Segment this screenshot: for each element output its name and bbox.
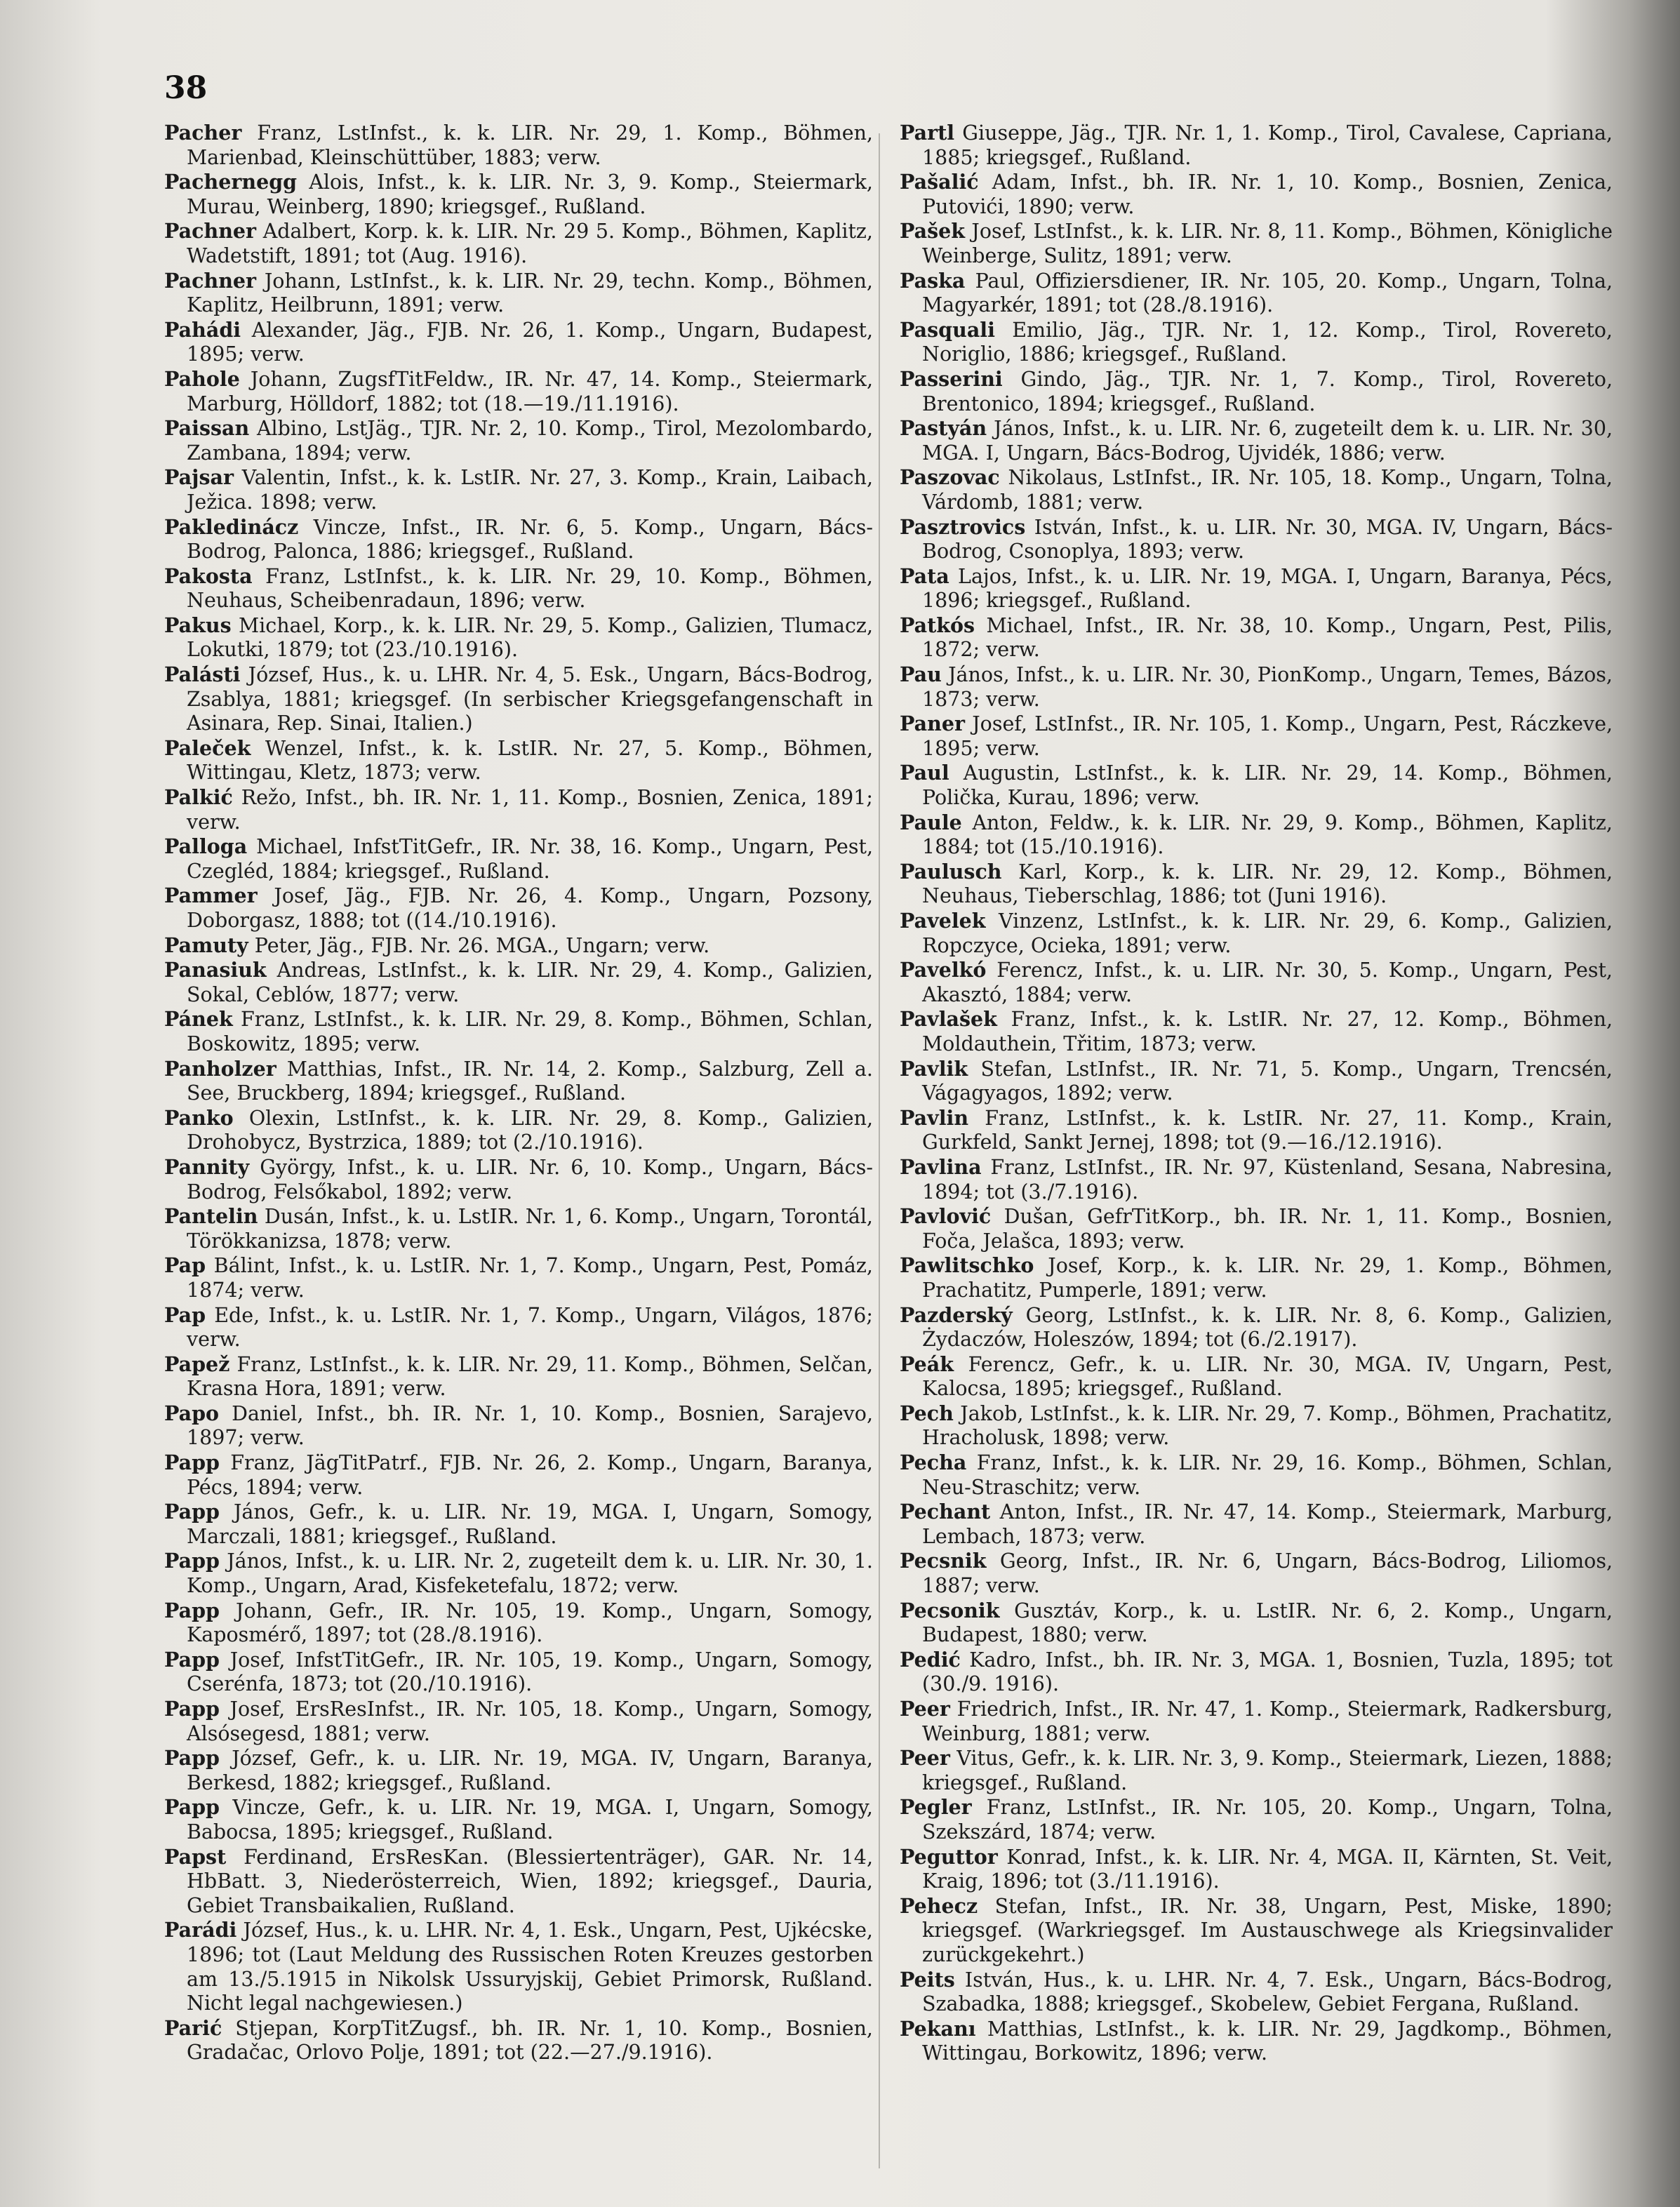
entry-surname: Pegler bbox=[900, 1795, 972, 1820]
entry-details: János, Infst., k. u. LIR. Nr. 2, zugeteilt dem k. u. LIR. Nr. 30, 1. Komp., Ungarn, Arad, Kisfeketefalu, 1872; verw. bbox=[187, 1549, 873, 1598]
entry-details: Georg, Infst., IR. Nr. 6, Ungarn, Bács-Bodrog, Liliomos, 1887; verw. bbox=[922, 1549, 1613, 1598]
entry-surname: Peer bbox=[900, 1746, 950, 1771]
register-entry bbox=[900, 613, 1613, 662]
entry-details: Georg, LstInfst., k. k. LIR. Nr. 8, 6. Komp., Galizien, Żydaczów, Holeszów, 1894; tot (6./2.1917). bbox=[922, 1303, 1613, 1352]
entry-surname: Papp bbox=[164, 1549, 220, 1573]
entry-details: Ferencz, Infst., k. u. LIR. Nr. 30, 5. Komp., Ungarn, Pest, Akasztó, 1884; verw. bbox=[922, 959, 1613, 1006]
entry-surname: Papst bbox=[164, 1844, 227, 1869]
register-entry bbox=[164, 515, 873, 564]
register-entry bbox=[900, 860, 1613, 909]
register-entry bbox=[164, 170, 873, 219]
register-entry bbox=[900, 2017, 1613, 2066]
register-entry bbox=[164, 1697, 873, 1746]
entry-details: István, Hus., k. u. LHR. Nr. 4, 7. Esk., Ungarn, Bács-Bodrog, Szabadka, 1888; kriegsgef., Skobelew, Gebiet Fergana, Rußland. bbox=[922, 1968, 1613, 2016]
entry-details: Matthias, Infst., IR. Nr. 14, 2. Komp., Salzburg, Zell a. See, Bruckberg, 1894; kriegsgef., Rußland. bbox=[187, 1057, 873, 1105]
entry-details: Adalbert, Korp. k. k. LIR. Nr. 29 5. Komp., Böhmen, Kaplitz, Wadetstift, 1891; tot (Aug. 1916). bbox=[187, 220, 873, 267]
register-entry bbox=[164, 1106, 873, 1155]
entry-details: Augustin, LstInfst., k. k. LIR. Nr. 29, 14. Komp., Böhmen, Polička, Kurau, 1896; verw. bbox=[922, 761, 1613, 810]
right-column bbox=[900, 121, 1613, 2066]
register-entry bbox=[164, 367, 873, 416]
entry-details: Michael, InfstTitGefr., IR. Nr. 38, 16. Komp., Ungarn, Pest, Czegléd, 1884; kriegsgef., Rußland. bbox=[187, 835, 873, 883]
entry-surname: Papp bbox=[164, 1598, 220, 1622]
register-entry bbox=[164, 219, 873, 268]
entry-surname: Panko bbox=[164, 1105, 234, 1130]
entry-details: Stjepan, KorpTitZugsf., bh. IR. Nr. 1, 10. Komp., Bosnien, Gradačac, Orlovo Polje, 1891; tot (22.—27./9.1916). bbox=[187, 2016, 873, 2065]
entry-surname: Palkić bbox=[164, 785, 233, 810]
entry-surname: Paissan bbox=[164, 416, 250, 441]
entry-surname: Pamuty bbox=[164, 933, 248, 957]
register-entry bbox=[164, 785, 873, 834]
register-entry bbox=[164, 1918, 873, 2015]
entry-surname: Panholzer bbox=[164, 1056, 276, 1081]
entry-surname: Pap bbox=[164, 1253, 206, 1278]
register-entry bbox=[900, 1648, 1613, 1697]
register-entry bbox=[900, 1746, 1613, 1795]
entry-details: Albino, LstJäg., TJR. Nr. 2, 10. Komp., Tirol, Mezolombardo, Zambana, 1894; verw. bbox=[187, 417, 874, 465]
entry-details: Paul, Offiziersdiener, IR. Nr. 105, 20. Komp., Ungarn, Tolna, Magyarkér, 1891; tot (28./8.1916). bbox=[922, 269, 1613, 317]
register-entry bbox=[900, 1057, 1613, 1106]
entry-surname: Passerini bbox=[900, 366, 1003, 391]
entry-surname: Pazderský bbox=[900, 1302, 1013, 1327]
entry-surname: Pau bbox=[900, 662, 942, 687]
register-entry bbox=[900, 465, 1613, 514]
entry-details: Daniel, Infst., bh. IR. Nr. 1, 10. Komp., Bosnien, Sarajevo, 1897; verw. bbox=[187, 1401, 874, 1450]
register-entry bbox=[900, 1795, 1613, 1844]
entry-surname: Pastyán bbox=[900, 416, 987, 441]
register-entry bbox=[164, 1599, 873, 1648]
entry-surname: Paul bbox=[900, 761, 949, 785]
entry-surname: Pasquali bbox=[900, 317, 995, 342]
entry-details: Johann, Gefr., IR. Nr. 105, 19. Komp., Ungarn, Somogy, Kaposmérő, 1897; tot (28./8.1916). bbox=[187, 1599, 873, 1647]
entry-details: Michael, Korp., k. k. LIR. Nr. 29, 5. Komp., Galizien, Tlumacz, Lokutki, 1879; tot (23./10.1916). bbox=[187, 613, 874, 662]
entry-details: Vincze, Gefr., k. u. LIR. Nr. 19, MGA. I, Ungarn, Somogy, Babocsa, 1895; kriegsgef., Rußland. bbox=[187, 1796, 873, 1843]
entry-details: Franz, Infst., k. k. LIR. Nr. 29, 16. Komp., Böhmen, Schlan, Neu-Straschitz; verw. bbox=[922, 1451, 1613, 1499]
entry-surname: Pachner bbox=[164, 268, 257, 293]
entry-surname: Pachernegg bbox=[164, 170, 298, 194]
entry-surname: Paleček bbox=[164, 735, 251, 760]
register-entry bbox=[164, 613, 873, 662]
entry-details: József, Gefr., k. u. LIR. Nr. 19, MGA. IV, Ungarn, Baranya, Berkesd, 1882; kriegsgef., Rußland. bbox=[187, 1747, 873, 1794]
entry-details: Franz, LstInfst., k. k. LstIR. Nr. 27, 11. Komp., Krain, Gurkfeld, Sankt Jernej, 1898; tot (9.—16./12.1916). bbox=[922, 1106, 1613, 1154]
register-entry bbox=[164, 465, 873, 514]
register-entry bbox=[164, 736, 873, 785]
entry-details: Gindo, Jäg., TJR. Nr. 1, 7. Komp., Tirol, Rovereto, Brentonico, 1894; kriegsgef., Rußland. bbox=[922, 367, 1613, 415]
entry-details: György, Infst., k. u. LIR. Nr. 6, 10. Komp., Ungarn, Bács-Bodrog, Felsőkabol, 1892; verw. bbox=[187, 1155, 874, 1203]
register-entry bbox=[900, 909, 1613, 958]
register-entry bbox=[164, 1303, 873, 1352]
entry-details: Nikolaus, LstInfst., IR. Nr. 105, 18. Komp., Ungarn, Tolna, Várdomb, 1881; verw. bbox=[922, 466, 1613, 514]
entry-surname: Peguttor bbox=[900, 1844, 998, 1869]
entry-surname: Pahádi bbox=[164, 317, 241, 342]
register-entry bbox=[164, 933, 873, 959]
register-entry bbox=[164, 1746, 873, 1795]
entry-surname: Pavelkó bbox=[900, 958, 987, 982]
entry-surname: Pachner bbox=[164, 219, 257, 244]
entry-surname: Papp bbox=[164, 1451, 220, 1475]
entry-surname: Papež bbox=[164, 1352, 230, 1376]
entry-surname: Pavlašek bbox=[900, 1007, 997, 1032]
register-entry bbox=[164, 269, 873, 318]
entry-details: Franz, Infst., k. k. LstIR. Nr. 27, 12. Komp., Böhmen, Moldauthein, Třitim, 1873; verw. bbox=[922, 1008, 1613, 1055]
entry-surname: Paszovac bbox=[900, 465, 1000, 490]
entry-details: Olexin, LstInfst., k. k. LIR. Nr. 29, 8. Komp., Galizien, Drohobycz, Bystrzica, 1889; tot (2./10.1916). bbox=[187, 1106, 874, 1154]
register-entry bbox=[900, 662, 1613, 712]
entry-details: Vinzenz, LstInfst., k. k. LIR. Nr. 29, 6. Komp., Galizien, Ropczyce, Ocieka, 1891; verw. bbox=[922, 909, 1613, 957]
register-entry bbox=[164, 1451, 873, 1500]
entry-details: Johann, ZugsfTitFeldw., IR. Nr. 47, 14. Komp., Steiermark, Marburg, Hölldorf, 1882; tot (18.—19./11.1916). bbox=[187, 367, 873, 415]
register-entry bbox=[900, 564, 1613, 613]
register-entry bbox=[164, 416, 873, 465]
entry-details: Dušan, GefrTitKorp., bh. IR. Nr. 1, 11. Komp., Bosnien, Foča, Jelašca, 1893; verw. bbox=[922, 1205, 1613, 1253]
entry-surname: Pecsonik bbox=[900, 1598, 1000, 1622]
register-entry bbox=[164, 1007, 873, 1056]
entry-surname: Pammer bbox=[164, 884, 258, 908]
entry-details: Josef, LstInfst., IR. Nr. 105, 1. Komp., Ungarn, Pest, Ráczkeve, 1895; verw. bbox=[922, 712, 1613, 760]
entry-details: István, Infst., k. u. LIR. Nr. 30, MGA. IV, Ungarn, Bács-Bodrog, Csonoplya, 1893; verw. bbox=[922, 515, 1613, 564]
entry-surname: Pakledinácz bbox=[164, 514, 299, 539]
entry-details: Alois, Infst., k. k. LIR. Nr. 3, 9. Komp., Steiermark, Murau, Weinberg, 1890; kriegsgef., Rußland. bbox=[187, 171, 873, 218]
entry-details: Emilio, Jäg., TJR. Nr. 1, 12. Komp., Tirol, Rovereto, Noriglio, 1886; kriegsgef., Rußland. bbox=[922, 318, 1613, 366]
entry-surname: Papo bbox=[164, 1401, 220, 1425]
register-entry bbox=[164, 1648, 873, 1697]
entry-surname: Parádi bbox=[164, 1918, 237, 1942]
entry-surname: Pahole bbox=[164, 366, 240, 391]
entry-details: Johann, LstInfst., k. k. LIR. Nr. 29, techn. Komp., Böhmen, Kaplitz, Heilbrunn, 1891; verw. bbox=[187, 269, 873, 317]
entry-details: Anton, Feldw., k. k. LIR. Nr. 29, 9. Komp., Böhmen, Kaplitz, 1884; tot (15./10.1916). bbox=[922, 811, 1613, 859]
entry-surname: Pecha bbox=[900, 1451, 967, 1475]
entry-details: Franz, LstInfst., IR. Nr. 97, Küstenland, Sesana, Nabresina, 1894; tot (3./7.1916). bbox=[922, 1155, 1613, 1203]
entry-details: Karl, Korp., k. k. LIR. Nr. 29, 12. Komp., Böhmen, Neuhaus, Tieberschlag, 1886; tot (Juni 1916). bbox=[922, 860, 1613, 908]
register-entry bbox=[900, 121, 1613, 170]
entry-surname: Peits bbox=[900, 1967, 955, 1992]
register-entry bbox=[900, 1500, 1613, 1549]
entry-surname: Pasztrovics bbox=[900, 514, 1026, 539]
entry-surname: Pavlović bbox=[900, 1204, 992, 1229]
register-entry bbox=[164, 1795, 873, 1844]
entry-details: Vitus, Gefr., k. k. LIR. Nr. 3, 9. Komp., Steiermark, Liezen, 1888; kriegsgef., Rußland. bbox=[922, 1747, 1613, 1794]
register-entry bbox=[164, 1352, 873, 1401]
entry-surname: Patkós bbox=[900, 613, 975, 637]
register-entry bbox=[900, 515, 1613, 564]
entry-surname: Papp bbox=[164, 1746, 220, 1771]
register-entry bbox=[164, 662, 873, 736]
entry-surname: Pechant bbox=[900, 1500, 991, 1524]
register-entry bbox=[164, 1845, 873, 1919]
entry-surname: Pakosta bbox=[164, 564, 253, 588]
entry-surname: Peák bbox=[900, 1352, 954, 1376]
entry-surname: Pata bbox=[900, 564, 949, 588]
register-entry bbox=[900, 1204, 1613, 1253]
entry-details: Adam, Infst., bh. IR. Nr. 1, 10. Komp., Bosnien, Zenica, Putovići, 1890; verw. bbox=[922, 171, 1613, 218]
entry-surname: Pašek bbox=[900, 219, 966, 244]
entry-surname: Pašalić bbox=[900, 170, 979, 194]
register-entry bbox=[900, 1007, 1613, 1056]
left-column bbox=[164, 121, 873, 2065]
entry-surname: Pawlitschko bbox=[900, 1253, 1034, 1278]
entry-details: Stefan, LstInfst., IR. Nr. 71, 5. Komp., Ungarn, Trencsén, Vágagyagos, 1892; verw. bbox=[922, 1057, 1613, 1105]
register-entry bbox=[900, 1253, 1613, 1302]
register-entry bbox=[900, 958, 1613, 1007]
register-entry bbox=[164, 2016, 873, 2065]
register-entry bbox=[164, 564, 873, 613]
entry-details: Alexander, Jäg., FJB. Nr. 26, 1. Komp., Ungarn, Budapest, 1895; verw. bbox=[187, 318, 874, 366]
entry-details: Vincze, Infst., IR. Nr. 6, 5. Komp., Ungarn, Bács-Bodrog, Palonca, 1886; kriegsgef., Rußland. bbox=[187, 515, 873, 564]
register-entry bbox=[900, 1894, 1613, 1968]
register-entry bbox=[164, 834, 873, 884]
entry-surname: Papp bbox=[164, 1500, 220, 1524]
entry-details: Franz, LstInfst., IR. Nr. 105, 20. Komp., Ungarn, Tolna, Szekszárd, 1874; verw. bbox=[922, 1796, 1613, 1843]
entry-surname: Palásti bbox=[164, 662, 241, 687]
entry-details: Franz, LstInfst., k. k. LIR. Nr. 29, 10. Komp., Böhmen, Neuhaus, Scheibenradaun, 1896; verw. bbox=[187, 564, 873, 613]
entry-surname: Papp bbox=[164, 1795, 220, 1820]
register-entry bbox=[900, 811, 1613, 860]
entry-details: Valentin, Infst., k. k. LstIR. Nr. 27, 3. Komp., Krain, Laibach, Ježica. 1898; verw. bbox=[187, 466, 874, 514]
entry-details: Režo, Infst., bh. IR. Nr. 1, 11. Komp., Bosnien, Zenica, 1891; verw. bbox=[187, 786, 873, 834]
entry-surname: Pech bbox=[900, 1401, 954, 1425]
register-entry bbox=[900, 416, 1613, 465]
register-entry bbox=[900, 269, 1613, 318]
register-entry bbox=[900, 1451, 1613, 1500]
register-entry bbox=[900, 219, 1613, 268]
register-entry bbox=[164, 121, 873, 170]
entry-surname: Pavlin bbox=[900, 1105, 969, 1130]
register-entry bbox=[900, 1599, 1613, 1648]
register-entry bbox=[164, 1549, 873, 1598]
entry-surname: Pavlik bbox=[900, 1056, 968, 1081]
register-entry bbox=[900, 170, 1613, 219]
register-entry bbox=[900, 1303, 1613, 1352]
register-entry bbox=[900, 1155, 1613, 1204]
register-entry bbox=[164, 884, 873, 933]
entry-surname: Pavlina bbox=[900, 1154, 982, 1179]
entry-surname: Papp bbox=[164, 1647, 220, 1672]
entry-surname: Papp bbox=[164, 1697, 220, 1721]
entry-surname: Pecsnik bbox=[900, 1549, 987, 1573]
register-entry bbox=[900, 1549, 1613, 1598]
register-entry bbox=[900, 1352, 1613, 1401]
register-entry bbox=[164, 1057, 873, 1106]
entry-details: Jakob, LstInfst., k. k. LIR. Nr. 29, 7. Komp., Böhmen, Prachatitz, Hracholusk, 1898; verw. bbox=[922, 1401, 1613, 1450]
entry-details: Matthias, LstInfst., k. k. LIR. Nr. 29, Jagdkomp., Böhmen, Wittingau, Borkowitz, 1896; verw. bbox=[922, 2017, 1613, 2065]
entry-surname: Parić bbox=[164, 2015, 222, 2040]
entry-details: Ede, Infst., k. u. LstIR. Nr. 1, 7. Komp., Ungarn, Világos, 1876; verw. bbox=[187, 1303, 874, 1352]
entry-details: Franz, LstInfst., k. k. LIR. Nr. 29, 8. Komp., Böhmen, Schlan, Boskowitz, 1895; verw. bbox=[187, 1008, 873, 1055]
entry-surname: Paner bbox=[900, 712, 966, 736]
entry-details: Wenzel, Infst., k. k. LstIR. Nr. 27, 5. Komp., Böhmen, Wittingau, Kletz, 1873; verw. bbox=[187, 736, 873, 785]
register-entry bbox=[900, 1968, 1613, 2017]
register-entry bbox=[900, 712, 1613, 761]
register-entry bbox=[900, 367, 1613, 416]
entry-details: Franz, LstInfst., k. k. LIR. Nr. 29, 1. Komp., Böhmen, Marienbad, Kleinschüttüber, 1883; verw. bbox=[187, 121, 873, 169]
entry-surname: Pacher bbox=[164, 121, 242, 145]
entry-details: Andreas, LstInfst., k. k. LIR. Nr. 29, 4. Komp., Galizien, Sokal, Ceblów, 1877; verw. bbox=[187, 959, 873, 1006]
entry-surname: Pedić bbox=[900, 1647, 961, 1672]
register-entry bbox=[900, 1401, 1613, 1451]
entry-details: Dusán, Infst., k. u. LstIR. Nr. 1, 6. Komp., Ungarn, Torontál, Törökkanizsa, 1878; verw. bbox=[187, 1205, 873, 1253]
entry-surname: Panasiuk bbox=[164, 958, 267, 982]
entry-details: Friedrich, Infst., IR. Nr. 47, 1. Komp., Steiermark, Radkersburg, Weinburg, 1881; verw. bbox=[922, 1698, 1613, 1745]
entry-details: Gusztáv, Korp., k. u. LstIR. Nr. 6, 2. Komp., Ungarn, Budapest, 1880; verw. bbox=[922, 1599, 1613, 1647]
register-entry bbox=[900, 761, 1613, 810]
entry-surname: Pantelin bbox=[164, 1204, 258, 1229]
entry-surname: Pannity bbox=[164, 1154, 250, 1179]
entry-details: Michael, Infst., IR. Nr. 38, 10. Komp., Ungarn, Pest, Pilis, 1872; verw. bbox=[922, 613, 1613, 662]
register-entry bbox=[164, 1155, 873, 1204]
entry-details: Kadro, Infst., bh. IR. Nr. 3, MGA. 1, Bosnien, Tuzla, 1895; tot (30./9. 1916). bbox=[922, 1648, 1613, 1696]
entry-surname: Pekanı bbox=[900, 2016, 976, 2041]
entry-surname: Pánek bbox=[164, 1007, 233, 1032]
entry-surname: Pehecz bbox=[900, 1893, 978, 1918]
entry-details: József, Hus., k. u. LHR. Nr. 4, 1. Esk., Ungarn, Pest, Ujkécske, 1896; tot (Laut Meldung des Russischen Roten Kreuzes gestorben am 13./5.1915 in Nikolsk Ussuryjskij, Gebiet Primorsk, Rußland. Nicht legal nachgewiesen.) bbox=[187, 1919, 873, 2015]
entry-details: Josef, InfstTitGefr., IR. Nr. 105, 19. Komp., Ungarn, Somogy, Cserénfa, 1873; tot (20./10.1916). bbox=[187, 1648, 873, 1696]
register-entry bbox=[164, 1204, 873, 1253]
entry-surname: Paule bbox=[900, 810, 962, 834]
entry-surname: Palloga bbox=[164, 834, 248, 859]
entry-details: Peter, Jäg., FJB. Nr. 26. MGA., Ungarn; verw. bbox=[254, 933, 710, 957]
entry-details: Konrad, Infst., k. k. LIR. Nr. 4, MGA. II, Kärnten, St. Veit, Kraig, 1896; tot (3./11.1916). bbox=[922, 1845, 1613, 1893]
register-entry bbox=[900, 1697, 1613, 1746]
register-entry bbox=[900, 1845, 1613, 1894]
entry-details: Ferdinand, ErsResKan. (Blessiertenträger), GAR. Nr. 14, HbBatt. 3, Niederösterreich, Wien, 1892; kriegsgef., Dauria, Gebiet Transbaikalien, Rußland. bbox=[187, 1845, 874, 1917]
entry-surname: Pap bbox=[164, 1302, 206, 1327]
entry-surname: Pajsar bbox=[164, 465, 234, 490]
entry-details: Stefan, Infst., IR. Nr. 38, Ungarn, Pest, Miske, 1890; kriegsgef. (Warkriegsgef. Im Austauschwege als Kriegsinvalider zurückgekehrt.) bbox=[922, 1894, 1613, 1966]
register-entry bbox=[164, 1401, 873, 1451]
entry-details: János, Gefr., k. u. LIR. Nr. 19, MGA. I, Ungarn, Somogy, Marczali, 1881; kriegsgef., Rußland. bbox=[187, 1500, 873, 1548]
register-entry bbox=[900, 1106, 1613, 1155]
entry-details: Giuseppe, Jäg., TJR. Nr. 1, 1. Komp., Tirol, Cavalese, Capriana, 1885; kriegsgef., Rußland. bbox=[922, 121, 1613, 169]
entry-details: Josef, LstInfst., k. k. LIR. Nr. 8, 11. Komp., Böhmen, Königliche Weinberge, Sulitz, 1891; verw. bbox=[922, 220, 1613, 267]
register-entry bbox=[900, 318, 1613, 367]
entry-details: Lajos, Infst., k. u. LIR. Nr. 19, MGA. I, Ungarn, Baranya, Pécs, 1896; kriegsgef., Rußland. bbox=[922, 564, 1613, 613]
entry-details: János, Infst., k. u. LIR. Nr. 30, PionKomp., Ungarn, Temes, Bázos, 1873; verw. bbox=[922, 663, 1613, 711]
register-entry bbox=[164, 958, 873, 1007]
entry-details: Josef, ErsResInfst., IR. Nr. 105, 18. Komp., Ungarn, Somogy, Alsósegesd, 1881; verw. bbox=[187, 1698, 873, 1745]
entry-surname: Paulusch bbox=[900, 859, 1002, 884]
entry-details: Josef, Jäg., FJB. Nr. 26, 4. Komp., Ungarn, Pozsony, Doborgasz, 1888; tot ((14./10.1916). bbox=[187, 884, 874, 932]
page-number: 38 bbox=[164, 70, 208, 106]
register-entry bbox=[164, 318, 873, 367]
entry-details: Bálint, Infst., k. u. LstIR. Nr. 1, 7. Komp., Ungarn, Pest, Pomáz, 1874; verw. bbox=[187, 1254, 873, 1302]
entry-details: József, Hus., k. u. LHR. Nr. 4, 5. Esk., Ungarn, Bács-Bodrog, Zsablya, 1881; kriegsgef. (In serbischer Kriegsgefangenschaft in Asinara, Rep. Sinai, Italien.) bbox=[187, 663, 874, 735]
entry-details: Anton, Infst., IR. Nr. 47, 14. Komp., Steiermark, Marburg, Lembach, 1873; verw. bbox=[922, 1500, 1613, 1548]
register-entry bbox=[164, 1253, 873, 1302]
entry-details: Franz, LstInfst., k. k. LIR. Nr. 29, 11. Komp., Böhmen, Selčan, Krasna Hora, 1891; verw. bbox=[187, 1352, 874, 1401]
entry-surname: Peer bbox=[900, 1697, 950, 1721]
entry-details: Josef, Korp., k. k. LIR. Nr. 29, 1. Komp., Böhmen, Prachatitz, Pumperle, 1891; verw. bbox=[922, 1254, 1613, 1302]
register-entry bbox=[164, 1500, 873, 1549]
entry-details: Franz, JägTitPatrf., FJB. Nr. 26, 2. Komp., Ungarn, Baranya, Pécs, 1894; verw. bbox=[187, 1451, 873, 1499]
entry-surname: Partl bbox=[900, 121, 955, 145]
entry-surname: Paska bbox=[900, 268, 966, 293]
entry-details: János, Infst., k. u. LIR. Nr. 6, zugeteilt dem k. u. LIR. Nr. 30, MGA. I, Ungarn, Bács-Bodrog, Ujvidék, 1886; verw. bbox=[922, 417, 1613, 465]
column-divider bbox=[879, 133, 880, 2168]
entry-details: Ferencz, Gefr., k. u. LIR. Nr. 30, MGA. IV, Ungarn, Pest, Kalocsa, 1895; kriegsgef., Rußland. bbox=[922, 1352, 1613, 1401]
entry-surname: Pavelek bbox=[900, 909, 986, 933]
entry-surname: Pakus bbox=[164, 613, 232, 637]
